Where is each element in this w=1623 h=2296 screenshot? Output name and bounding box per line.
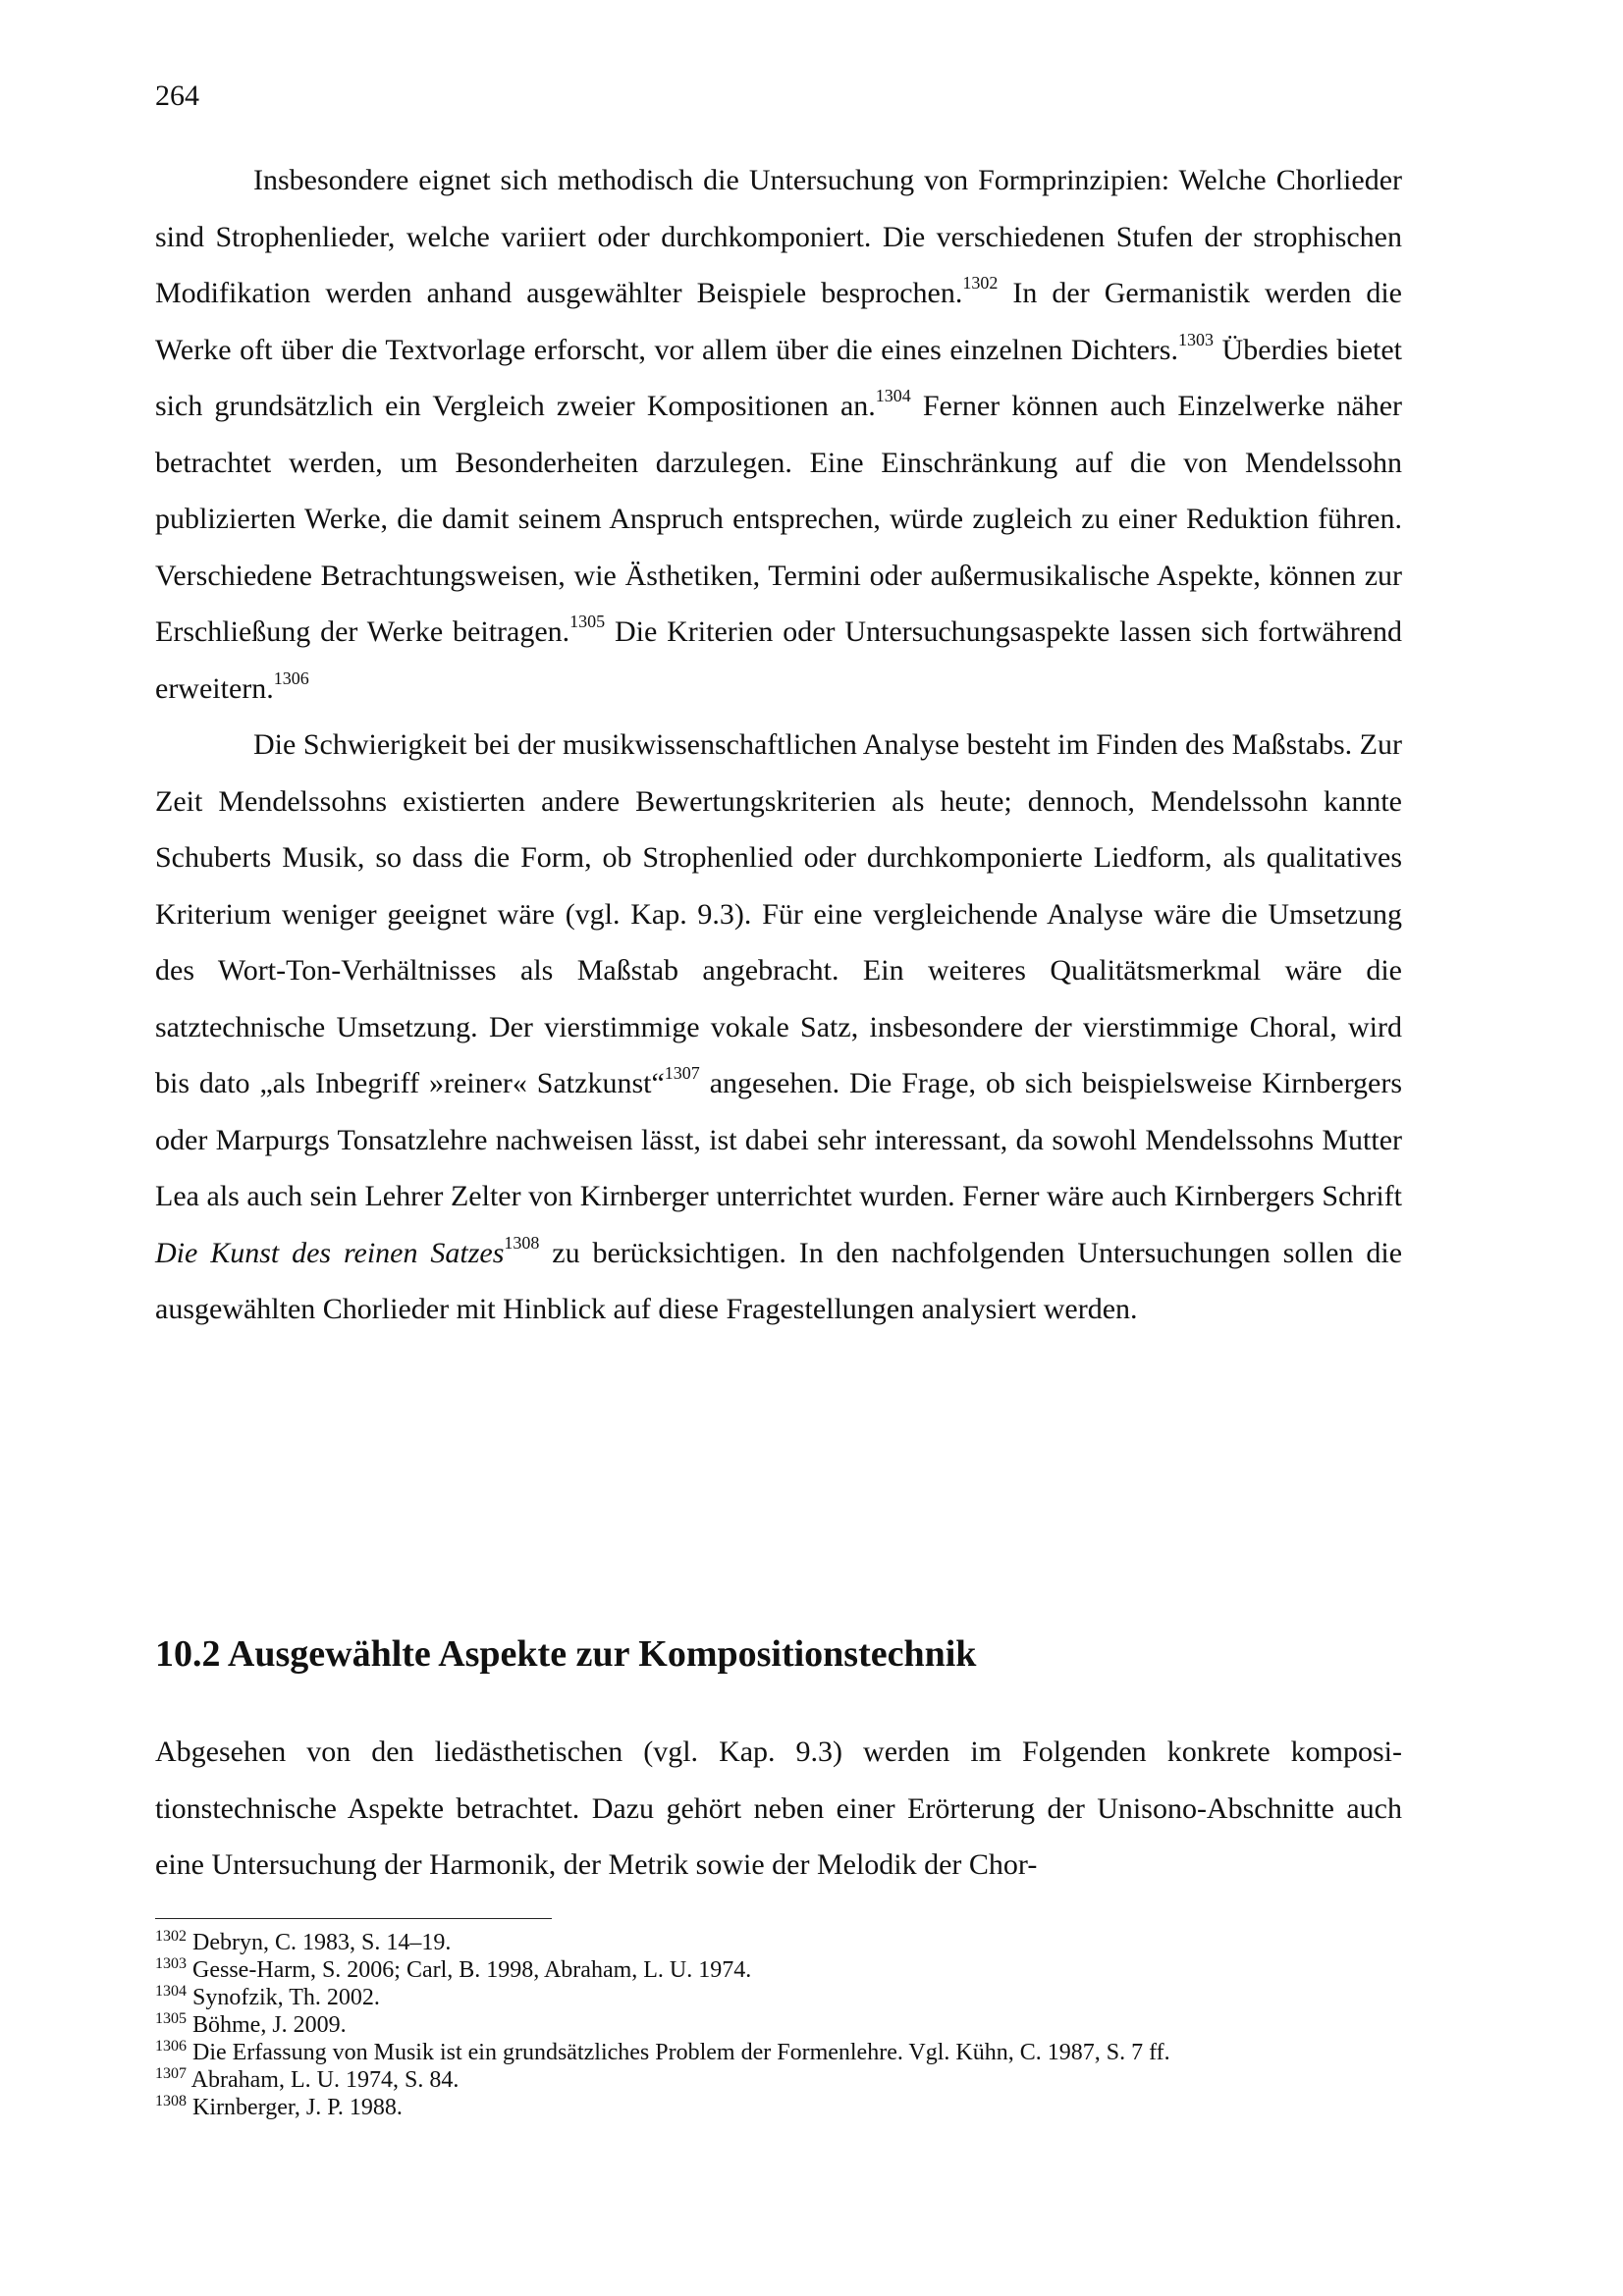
footnote-text: Synofzik, Th. 2002. <box>187 1985 380 2010</box>
footnote <box>155 2039 1432 2066</box>
footnote <box>155 2094 1432 2121</box>
paragraph: Abgesehen von den liedästhetischen (vgl. Kap. 9.3) werden im Folgenden konkrete kompositionstechnische Aspekte betrachtet. Dazu gehört neben einer Erörterung der Unisono-Abschnitte auch eine Untersuchung der Harmonik, der Metrik sowie der Melodik der Chor- <box>155 1735 1402 1881</box>
paragraph-text: Die Kriterien oder Untersuchungsaspekte lassen sich fortwährend erweitern. <box>155 615 1402 705</box>
footnote-ref[interactable]: 1302 <box>962 273 999 293</box>
footnote-text: Gesse-Harm, S. 2006; Carl, B. 1998, Abraham, L. U. 1974. <box>187 1957 752 1983</box>
paragraph <box>155 152 1402 717</box>
footnote-ref[interactable]: 1306 <box>273 667 309 688</box>
footnote-text: Böhme, J. 2009. <box>187 2012 347 2038</box>
footnote-ref[interactable]: 1303 <box>1177 329 1214 349</box>
paragraph-text: Ferner können auch Einzelwerke näher betrachtet werden, um Besonderheiten darzulegen. Eine Einschränkung auf die von Mendelssohn publizierten Werke, die damit seinem Anspruch entsprechen, würde zugleich zu einer Reduktion führen. Verschiedene Betrachtungsweisen, wie Ästhetiken, Termini oder außermusikalische Aspekte, können zur Erschließung der Werke beitragen. <box>155 390 1403 648</box>
footnote-number: 1308 <box>155 2093 187 2109</box>
footnote-text: Abraham, L. U. 1974, S. 84. <box>187 2067 460 2093</box>
section-text <box>155 1724 1402 1894</box>
paragraph-text: Insbesondere eignet sich methodisch die Untersuchung von Formprinzipien: Welche Chorlieder sind Strophenlieder, welche variiert oder durchkomponiert. Die verschiedenen Stufen der strophischen Modifikation werden anhand ausgewählter Beispiele besprochen. <box>155 164 1402 309</box>
page-number: 264 <box>155 80 199 112</box>
paragraph-text: zu berücksichtigen. In den nachfolgenden Untersuchungen sollen die ausgewählten Chorlieder mit Hinblick auf diese Fragestellungen analysiert werden. <box>155 1236 1403 1325</box>
body-text <box>155 152 1402 1338</box>
section-heading: 10.2 Ausgewählte Aspekte zur Kompositionstechnik <box>155 1633 977 1675</box>
paragraph <box>155 717 1402 1338</box>
paragraph-text: angesehen. Die Frage, ob sich beispielsweise Kirnbergers oder Marpurgs Tonsatzlehre nachweisen lässt, ist dabei sehr interessant, da sowohl Mendelssohns Mutter Lea als auch sein Lehrer Zelter von Kirnberger unterrichtet wurden. Ferner wäre auch Kirnbergers Schrift <box>155 1067 1402 1212</box>
footnote-number: 1306 <box>155 2038 187 2055</box>
footnote-number: 1304 <box>155 1983 187 2000</box>
footnote <box>155 1984 1432 2011</box>
footnote-number: 1305 <box>155 2010 187 2027</box>
paragraph-text: Die Schwierigkeit bei der musikwissenschaftlichen Analyse besteht im Finden des Maßstabs. Zur Zeit Mendelssohns existierten andere Bewertungskriterien als heute; dennoch, Mendelssohn kannte Schuberts Musik, so dass die Form, ob Strophenlied oder durchkomponierte Liedform, als qualitatives Kriterium weniger geeignet wäre (vgl. Kap. 9.3). Für eine vergleichende Analyse wäre die Umsetzung des Wort-Ton-Verhältnisses als Maßstab angebracht. Ein weiteres Qualitätsmerkmal wäre die satztechnische Umsetzung. Der vierstimmige vokale Satz, insbesondere der vierstimmige Choral, wird bis dato „als Inbegriff »reiner« Satzkunst“ <box>155 728 1402 1099</box>
book-title: Die Kunst des reinen Satzes <box>155 1236 505 1269</box>
footnotes <box>155 1929 1432 2121</box>
footnote-text: Debryn, C. 1983, S. 14–19. <box>187 1930 452 1955</box>
footnote-text: Kirnberger, J. P. 1988. <box>187 2095 403 2120</box>
footnote <box>155 2066 1432 2094</box>
paragraph-text: In der Germanistik werden die Werke oft über die Textvorlage erforscht, vor allem über die eines einzelnen Dichters. <box>155 277 1402 366</box>
footnote-ref[interactable]: 1307 <box>664 1063 700 1083</box>
footnote-ref[interactable]: 1305 <box>569 612 606 631</box>
footnote-ref[interactable]: 1308 <box>504 1232 540 1253</box>
footnote <box>155 1929 1432 1956</box>
footnote-number: 1303 <box>155 1955 187 1972</box>
footnote <box>155 2011 1432 2039</box>
paragraph-text: Überdies bietet sich grundsätzlich ein Vergleich zweier Kompositionen an. <box>155 333 1402 422</box>
footnote-number: 1302 <box>155 1928 187 1945</box>
footnote-text: Die Erfassung von Musik ist ein grundsätzliches Problem der Formenlehre. Vgl. Kühn, C. 1987, S. 7 ff. <box>187 2040 1170 2065</box>
footnote-divider <box>155 1918 552 1919</box>
footnote <box>155 1956 1432 1984</box>
footnote-number: 1307 <box>155 2065 187 2082</box>
footnote-ref[interactable]: 1304 <box>875 386 911 405</box>
